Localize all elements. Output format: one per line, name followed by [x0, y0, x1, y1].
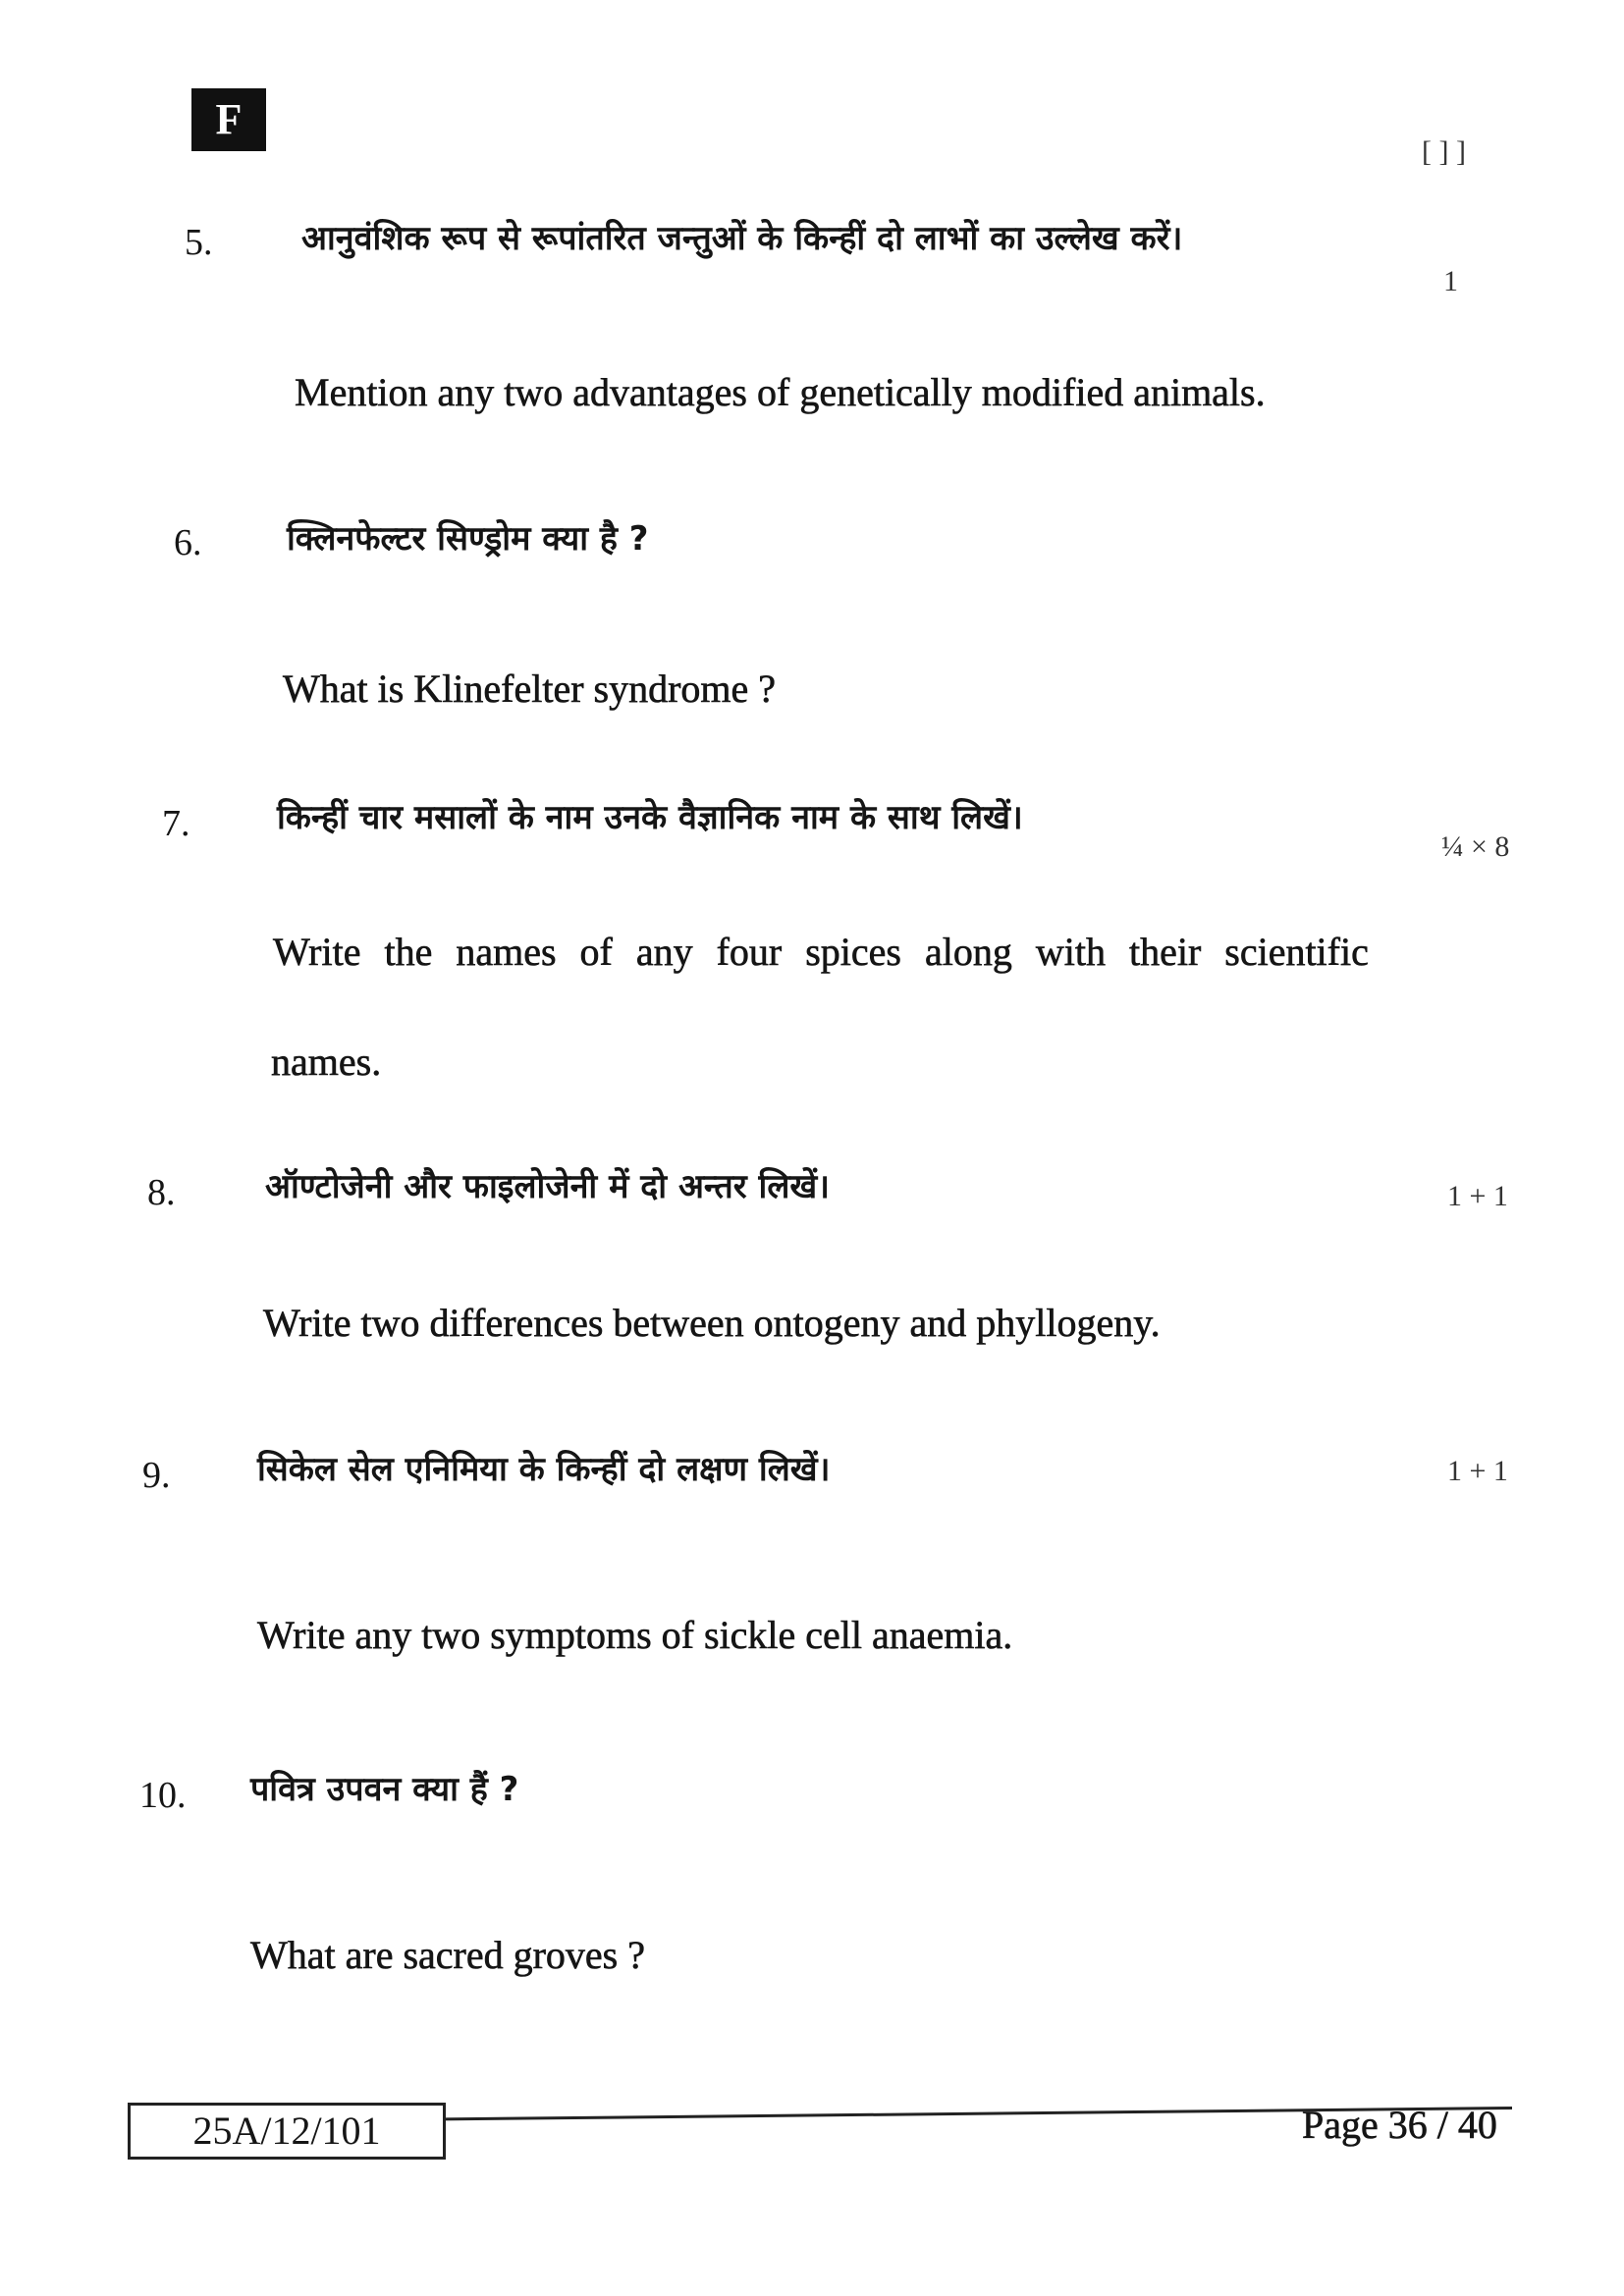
- question-marks: ¼ × 8: [1441, 830, 1510, 863]
- question-hindi: सिकेल सेल एनिमिया के किन्हीं दो लक्षण लिखें।: [257, 1450, 831, 1489]
- question-marks: 1 + 1: [1447, 1180, 1508, 1212]
- question-number: 5.: [185, 222, 213, 263]
- paper-code-box: 25A/12/101: [128, 2103, 446, 2160]
- question-hindi: ऑण्टोजेनी और फाइलोजेनी में दो अन्तर लिखें।: [265, 1167, 831, 1206]
- question-english: Write any two symptoms of sickle cell anaemia.: [257, 1613, 1013, 1657]
- question-number: 8.: [147, 1172, 176, 1213]
- question-english: What is Klinefelter syndrome ?: [283, 667, 777, 711]
- question-hindi: आनुवंशिक रूप से रूपांतरित जन्तुओं के किन्हीं दो लाभों का उल्लेख करें।: [301, 219, 1183, 258]
- question-english: Write two differences between ontogeny and phyllogeny.: [263, 1301, 1161, 1345]
- question-number: 10.: [139, 1775, 187, 1816]
- question-number: 6.: [174, 522, 202, 563]
- question-english: What are sacred groves ?: [250, 1933, 645, 1977]
- question-hindi: किन्हीं चार मसालों के नाम उनके वैज्ञानिक नाम के साथ लिखें।: [277, 798, 1023, 837]
- question-number: 7.: [162, 803, 190, 844]
- question-marks: 1: [1443, 265, 1458, 297]
- question-hindi: क्लिनफेल्टर सिण्ड्रोम क्या है ?: [287, 519, 649, 559]
- question-english-continued: names.: [271, 1040, 382, 1084]
- question-hindi: पवित्र उपवन क्या हैं ?: [250, 1770, 519, 1809]
- question-marks: 1 + 1: [1447, 1455, 1508, 1487]
- question-number: 9.: [142, 1455, 171, 1496]
- corner-marks: [ ] ]: [1422, 135, 1466, 168]
- question-english: Write the names of any four spices along with their scientific: [273, 930, 1369, 974]
- page-number: Page 36 / 40: [1302, 2103, 1497, 2147]
- question-english: Mention any two advantages of genetically modified animals.: [295, 370, 1266, 414]
- set-label-badge: F: [191, 88, 266, 151]
